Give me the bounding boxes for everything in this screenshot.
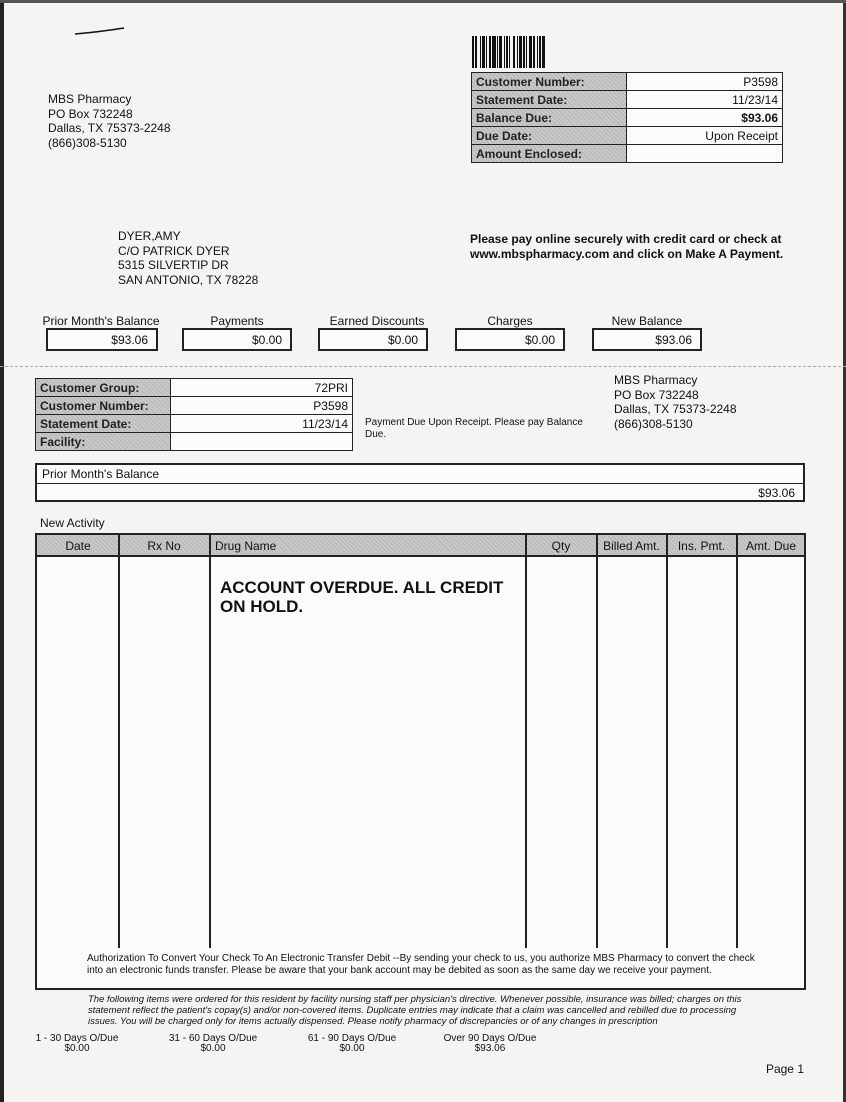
prior-balance-value: $93.06 [758, 486, 795, 500]
pharmacy-city: Dallas, TX 75373-2248 [614, 402, 737, 416]
info-label: Statement Date: [36, 415, 171, 433]
info-label: Facility: [36, 433, 171, 451]
column-header-date: Date [65, 539, 91, 553]
aging-label: Over 90 Days O/Due [443, 1033, 537, 1044]
amount-enclosed-field[interactable] [627, 145, 783, 163]
info-row-customer-number [36, 397, 353, 415]
pharmacy-address-stub [614, 373, 737, 431]
scan-edge [0, 0, 4, 1102]
barcode [472, 36, 598, 68]
disclaimer-text: The following items were ordered for this resident by facility nursing staff per physician's directive. Whenever possible, insurance was billed; charges on this statement reflect the patient's copay(s) and/or non-covered items. Duplicate entries may indicate that a claim was cancelled and rebilled due to processing issues. You will be charged only for items actually dispensed. Please notify pharmacy of discrepancies or of any changes in prescription [88, 994, 742, 1027]
summary-value-new-balance: $93.06 [592, 328, 702, 351]
column-divider [596, 535, 598, 948]
aging-value: $0.00 [200, 1043, 226, 1054]
info-label: Customer Number: [36, 397, 171, 415]
customer-address [118, 229, 258, 287]
summary-label-earned-discounts: Earned Discounts [329, 314, 425, 328]
info-value: P3598 [627, 73, 783, 91]
aging-61-90 [305, 1034, 399, 1054]
column-divider [736, 535, 738, 948]
column-divider [118, 535, 120, 948]
aging-value: $0.00 [339, 1043, 365, 1054]
info-row-customer-group [36, 379, 353, 397]
summary-value-earned-discounts: $0.00 [318, 328, 428, 351]
info-row-statement-date [36, 415, 353, 433]
info-value: P3598 [171, 397, 353, 415]
customer-street: 5315 SILVERTIP DR [118, 258, 229, 272]
info-row-customer-number [472, 73, 783, 91]
info-label: Statement Date: [472, 91, 627, 109]
info-value [171, 433, 353, 451]
summary-value-charges: $0.00 [455, 328, 565, 351]
aging-label: 31 - 60 Days O/Due [168, 1033, 258, 1044]
barcode-bar [545, 36, 546, 68]
column-header-drug-name: Drug Name [215, 539, 277, 553]
info-row-statement-date [472, 91, 783, 109]
info-label: Amount Enclosed: [472, 145, 627, 163]
pharmacy-city: Dallas, TX 75373-2248 [48, 121, 171, 135]
summary-value-prior-balance: $93.06 [46, 328, 158, 351]
column-divider [209, 535, 211, 948]
page-number: Page 1 [765, 1062, 804, 1076]
pharmacy-po-box: PO Box 732248 [614, 387, 699, 402]
info-label: Balance Due: [472, 109, 627, 127]
pay-online-line: Please pay online securely with credit card or check at [470, 232, 782, 246]
new-activity-title: New Activity [40, 516, 105, 530]
pharmacy-po-box: PO Box 732248 [48, 106, 133, 121]
column-divider [525, 535, 527, 948]
pharmacy-name: MBS Pharmacy [614, 373, 698, 387]
info-row-due-date [472, 127, 783, 145]
summary-label-charges: Charges [487, 314, 533, 328]
pay-online-link[interactable]: www.mbspharmacy.com and click on Make A Payment. [470, 247, 784, 261]
payment-due-note: Payment Due Upon Receipt. Please pay Balance Due. [365, 417, 583, 440]
summary-label-prior-balance: Prior Month's Balance [42, 314, 160, 328]
info-value: 11/23/14 [627, 91, 783, 109]
info-value: 11/23/14 [171, 415, 353, 433]
info-label: Customer Number: [472, 73, 627, 91]
info-label: Customer Group: [36, 379, 171, 397]
aging-label: 61 - 90 Days O/Due [307, 1033, 397, 1044]
authorization-text: Authorization To Convert Your Check To An Electronic Transfer Debit --By sending your check to us, you authorize MBS Pharmacy to convert the check into an electronic funds transfer. Please be aware that your bank account may be debited as soon as the same day we receive your payment. [87, 953, 755, 976]
statement-info-table [471, 72, 783, 163]
column-header-billed-amt: Billed Amt. [603, 539, 660, 553]
info-row-amount-enclosed [472, 145, 783, 163]
info-value: Upon Receipt [627, 127, 783, 145]
column-header-rx-no: Rx No [147, 539, 181, 553]
info-row-facility [36, 433, 353, 451]
info-row-balance-due [472, 109, 783, 127]
pharmacy-address [48, 92, 171, 150]
column-header-ins-pmt: Ins. Pmt. [677, 539, 726, 553]
aging-value: $93.06 [474, 1043, 506, 1054]
scan-edge [0, 0, 846, 3]
column-header-qty: Qty [551, 539, 571, 553]
aging-over-90 [440, 1034, 540, 1054]
customer-city: SAN ANTONIO, TX 78228 [118, 272, 259, 287]
pen-mark [74, 26, 126, 36]
pharmacy-phone: (866)308-5130 [614, 416, 693, 431]
column-header-amt-due: Amt. Due [745, 539, 796, 553]
account-info-table [35, 378, 353, 451]
customer-care-of: C/O PATRICK DYER [118, 243, 230, 258]
summary-value-payments: $0.00 [182, 328, 292, 351]
prior-balance-label: Prior Month's Balance [37, 465, 803, 484]
aging-value: $0.00 [64, 1043, 90, 1054]
aging-label: 1 - 30 Days O/Due [35, 1033, 119, 1044]
aging-31-60 [166, 1034, 260, 1054]
perforation-line [0, 366, 846, 368]
info-label: Due Date: [472, 127, 627, 145]
customer-name: DYER,AMY [118, 229, 181, 243]
pay-online-notice [470, 232, 783, 262]
aging-1-30 [34, 1034, 120, 1054]
column-divider [666, 535, 668, 948]
summary-label-payments: Payments [210, 314, 264, 328]
prior-balance-box [35, 463, 805, 502]
account-overdue-notice: ACCOUNT OVERDUE. ALL CREDIT ON HOLD. [220, 578, 504, 616]
summary-label-new-balance: New Balance [611, 314, 683, 328]
info-value: 72PRI [171, 379, 353, 397]
pharmacy-phone: (866)308-5130 [48, 135, 127, 150]
balance-due-value: $93.06 [627, 109, 783, 127]
pharmacy-name: MBS Pharmacy [48, 92, 132, 106]
